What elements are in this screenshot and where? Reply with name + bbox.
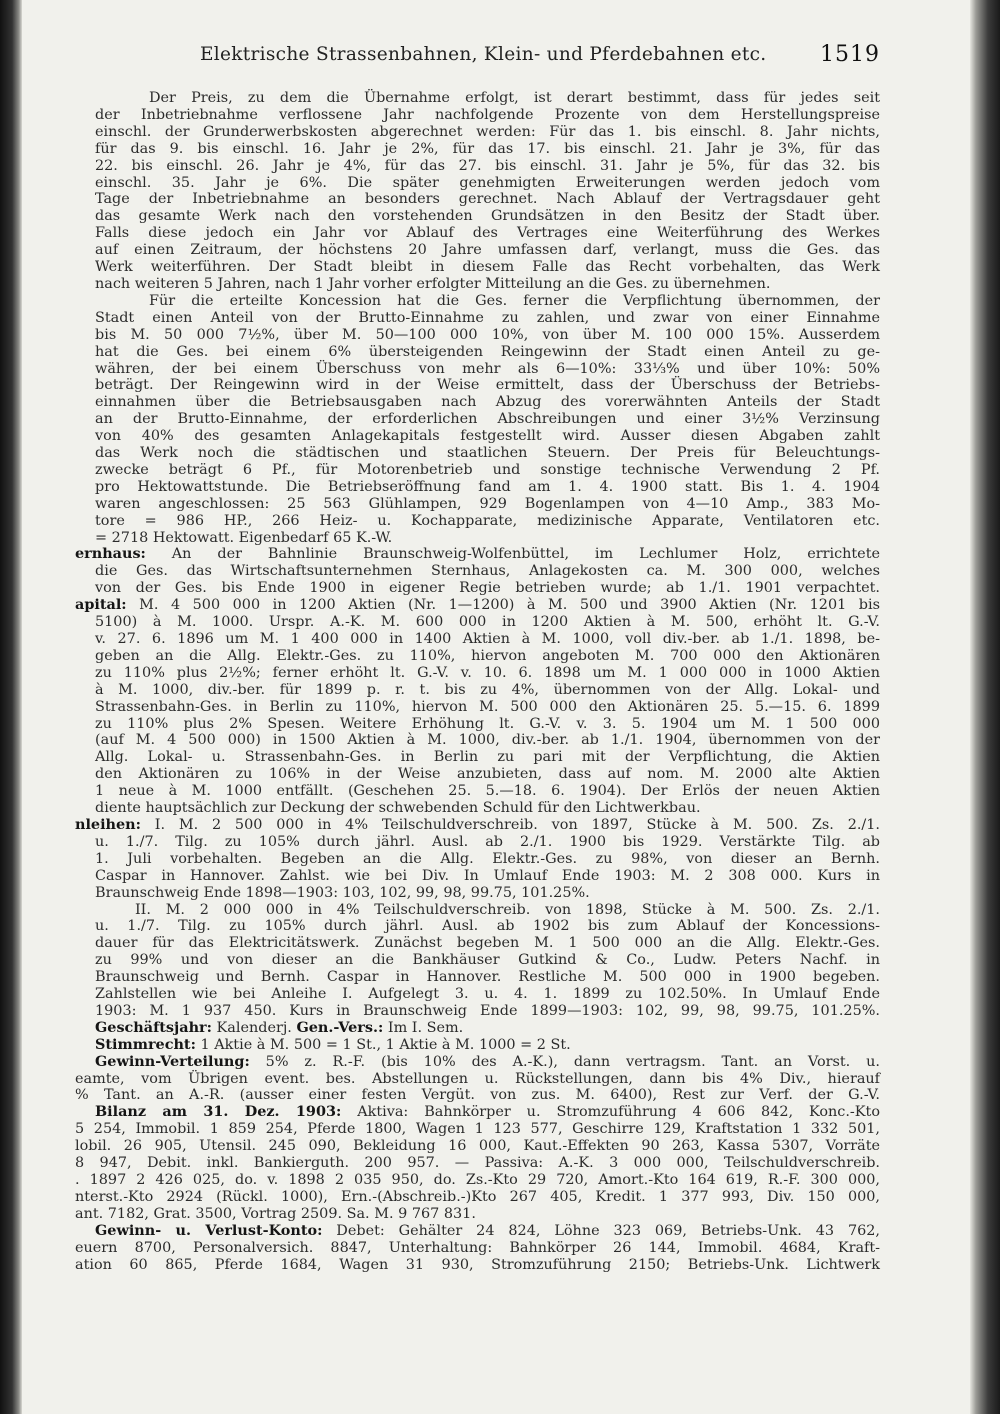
line-text: 1903: M. 1 937 450. Kurs in Braunschweig Ende 1899—1903: 102, 99, 98, 99.75, 101.25%. (95, 1002, 880, 1019)
text-line (95, 851, 880, 868)
line-text: 5 254, Immobil. 1 859 254, Pferde 1800, Wagen 1 123 577, Geschirre 129, Kraftstation 1 332 501, (75, 1121, 880, 1138)
line-text: währen, der bei einem Überschuss von mehr als 6—10%: 33⅓% und über 10%: 50% (95, 360, 880, 377)
line-text: . 1897 2 426 025, do. v. 1898 2 035 950, do. Zs.-Kto 29 720, Amort.-Kto 164 619, R.-F. 300 000, (75, 1172, 880, 1188)
text-line (95, 428, 880, 445)
line-text: Werk weiterführen. Der Stadt bleibt in diesem Falle das Recht vorbehalten, das Werk (95, 259, 880, 276)
text-line (95, 208, 880, 225)
line-text: M. 4 500 000 in 1200 Aktien (Nr. 1—1200) à M. 500 und 3900 Aktien (Nr. 1201 bis (126, 597, 880, 614)
text-line (95, 1223, 880, 1240)
line-text: ation 60 865, Pferde 1684, Wagen 31 930, Stromzuführung 2150; Betriebs-Unk. Lichtwerk (75, 1256, 880, 1273)
text-line (95, 411, 880, 428)
text-line (95, 259, 880, 276)
line-text: von 40% des gesamten Anlagekapitals festgestellt wird. Ausser diesen Abgaben zahlt (95, 428, 880, 445)
line-text: Caspar in Hannover. Zahlst. wie bei Div. In Umlauf Ende 1903: M. 2 308 000. Kurs in (95, 867, 880, 884)
text-line (149, 293, 880, 310)
line-text: die Ges. das Wirtschaftsunternehmen Sternhaus, Anlagekosten ca. M. 300 000, welches (95, 563, 880, 580)
line-text: (auf M. 4 500 000) in 1500 Aktien à M. 1000, div.-ber. ab 1./1. 1904, übernommen von der (95, 732, 880, 749)
line-text: eamte, vom Übrigen event. bes. Abstellungen u. Rückstellungen, dann bis 4% Div., hierauf (75, 1070, 880, 1087)
line-text: das gesamte Werk nach den vorstehenden Grundsätzen in den Besitz der Stadt über. (95, 208, 880, 225)
line-text: nterst.-Kto 2924 (Rückl. 1000), Ern.-(Abschreib.-)Kto 267 405, Kredit. 1 377 993, Div. 150 000, (75, 1188, 880, 1205)
text-line (75, 597, 880, 614)
line-text: zu 99% und von dieser an die Bankhäuser Gutkind & Co., Ludw. Peters Nachf. in (95, 952, 880, 969)
line-text: 8 947, Debit. inkl. Bankierguth. 200 957. — Passiva: A.-K. 3 000 000, Teilschuldverschreib. (75, 1155, 880, 1172)
text-line (95, 834, 880, 851)
running-head: Elektrische Strassenbahnen, Klein- und Pferdebahnen etc. (200, 44, 767, 65)
line-text: Stadt einen Anteil von der Brutto-Einnahme zu zahlen, und zwar von einer Einnahme (95, 309, 880, 326)
text-line (75, 1189, 880, 1206)
text-line (95, 513, 880, 530)
line-text: % Tant. an A.-R. (ausser einer festen Vergüt. von zus. M. 6400), Rest zur Verf. der G.-V. (75, 1087, 880, 1104)
page-edge-shadow-right (970, 0, 1000, 1414)
text-line (75, 546, 880, 563)
line-text: 1 Aktie à M. 500 = 1 St., 1 Aktie à M. 1000 = 2 St. (195, 1036, 571, 1053)
line-text: 5100) à M. 1000. Urspr. A.-K. M. 600 000 in 1200 Aktien à M. 500, erhöht lt. G.-V. (95, 614, 880, 631)
text-line (95, 682, 880, 699)
text-line (95, 800, 880, 817)
line-text: an der Brutto-Einnahme, der erforderlichen Abschreibungen und einer 3½% Verzinsung (95, 411, 880, 428)
section-label: Gen.-Vers.: (296, 1018, 384, 1036)
text-line (95, 496, 880, 513)
line-text: Aktiva: Bahnkörper u. Stromzuführung 4 606 842, Konc.-Kto (341, 1104, 880, 1121)
line-text: = 2718 Hektowatt. Eigenbedarf 65 K.-W. (95, 529, 393, 546)
line-text: Allg. Lokal- u. Strassenbahn-Ges. in Berlin zu pari mit der Verpflichtung, die Aktien (95, 749, 880, 766)
line-text: II. M. 2 000 000 in 4% Teilschuldverschreib. von 1898, Stücke à M. 500. Zs. 2./1. (135, 901, 880, 918)
text-line (95, 716, 880, 733)
text-line (95, 242, 880, 259)
text-line (95, 141, 880, 158)
text-line (95, 1054, 880, 1071)
page-number: 1519 (820, 42, 880, 67)
line-text: Braunschweig und Bernh. Caspar in Hannover. Restliche M. 500 000 in 1900 begeben. (95, 969, 880, 986)
text-line (75, 1240, 880, 1257)
line-text: für das 9. bis einschl. 16. Jahr je 2%, für das 17. bis einschl. 21. Jahr je 3%, für das (95, 140, 880, 157)
section-label: Gewinn-Verteilung: (95, 1052, 250, 1070)
text-line (95, 225, 880, 242)
line-text: einnahmen über die Betriebsausgaben nach Abzug des vorerwähnten Anteils der Stadt (95, 394, 880, 411)
line-text: Zahlstellen wie bei Anleihe I. Aufgelegt 3. u. 4. 1. 1899 zu 102.50%. In Umlauf Ende (95, 986, 880, 1003)
line-text: An der Bahnlinie Braunschweig-Wolfenbüttel, im Lechlumer Holz, errichtete (145, 546, 880, 563)
section-label: Geschäftsjahr: (95, 1018, 212, 1036)
line-text: einschl. 35. Jahr je 6%. Die später genehmigten Erweiterungen werden jedoch vom (95, 174, 880, 191)
text-line (95, 1104, 880, 1121)
text-line (95, 377, 880, 394)
text-line (75, 817, 880, 834)
text-line (95, 580, 880, 597)
line-text: u. 1./7. Tilg. zu 105% durch jährl. Ausl. ab 2./1. 1900 bis 1929. Verstärkte Tilg. ab (95, 833, 880, 850)
page-header (200, 44, 880, 74)
text-line (95, 107, 880, 124)
line-text: das Werk noch die städtischen und staatlichen Steuern. Der Preis für Beleuchtungs- (95, 445, 880, 462)
text-line (95, 563, 880, 580)
text-line (95, 631, 880, 648)
text-line (95, 969, 880, 986)
text-line (95, 986, 880, 1003)
line-text: von der Ges. bis Ende 1900 in eigener Regie betrieben wurde; ab 1./1. 1901 verpachtet. (95, 580, 880, 597)
text-line (95, 699, 880, 716)
line-text: euern 8700, Personalversich. 8847, Unterhaltung: Bahnkörper 26 144, Immobil. 4684, Kraft- (75, 1239, 880, 1256)
line-text: 5% z. R.-F. (bis 10% des A.-K.), dann vertragsm. Tant. an Vorst. u. (249, 1053, 880, 1070)
line-text: lobil. 26 905, Utensil. 245 090, Bekleidung 16 000, Kaut.-Effekten 90 263, Kassa 5307, Vorräte (75, 1138, 880, 1155)
line-text: bis M. 50 000 7½%, über M. 50—100 000 10%, von über M. 100 000 15%. Ausserdem (95, 326, 880, 343)
text-line (95, 918, 880, 935)
line-text: Falls diese jedoch ein Jahr vor Ablauf des Vertrages eine Weiterführung des Werkes (95, 225, 880, 242)
text-line (95, 327, 880, 344)
line-text: Kalenderj. (211, 1019, 297, 1036)
line-text: Strassenbahn-Ges. in Berlin zu 110%, hiervon M. 500 000 den Aktionären 25. 5.—15. 6. 1899 (95, 698, 880, 715)
text-line (95, 276, 880, 293)
text-line (95, 648, 880, 665)
text-line (95, 614, 880, 631)
text-line (95, 935, 880, 952)
line-text: diente hauptsächlich zur Deckung der schwebenden Schuld für den Lichtwerkbau. (95, 800, 701, 817)
line-text: auf einen Zeitraum, der höchstens 20 Jahre umfassen darf, verlangt, muss die Ges. das (95, 242, 880, 259)
line-text: pro Hektowattstunde. Die Betriebseröffnung fand am 1. 4. 1900 statt. Bis 1. 4. 1904 (95, 478, 880, 495)
line-text: beträgt. Der Reingewinn wird in der Weise ermittelt, dass der Überschuss der Betriebs- (95, 377, 880, 394)
section-label: nleihen: (75, 815, 141, 833)
text-line (95, 361, 880, 378)
line-text: 22. bis einschl. 26. Jahr je 4%, für das 27. bis einschl. 31. Jahr je 5%, für das 32. bis (95, 157, 880, 174)
text-line (95, 1037, 880, 1054)
page-binding-shadow-left (0, 0, 22, 1414)
text-line (95, 885, 880, 902)
text-line (95, 665, 880, 682)
line-text: tore = 986 HP., 266 Heiz- u. Kochapparate, medizinische Apparate, Ventilatoren etc. (95, 512, 880, 529)
line-text: Braunschweig Ende 1898—1903: 103, 102, 99, 98, 99.75, 101.25%. (95, 884, 590, 901)
text-line (95, 1020, 880, 1037)
text-line (95, 952, 880, 969)
text-line (95, 479, 880, 496)
line-text: 1 neue à M. 1000 entfällt. (Geschehen 25. 5.—18. 6. 1904). Der Erlös der neuen Aktien (95, 783, 880, 800)
text-line (75, 1206, 880, 1223)
section-label: Stimmrecht: (95, 1035, 196, 1053)
section-label: Gewinn- u. Verlust-Konto: (95, 1221, 323, 1239)
text-line (95, 175, 880, 192)
line-text: dauer für das Elektricitätswerk. Zunächst begeben M. 1 500 000 an die Allg. Elektr.-Ges. (95, 935, 880, 952)
section-label: apital: (75, 596, 127, 614)
text-line (75, 1257, 880, 1274)
text-line (95, 462, 880, 479)
line-text: ant. 7182, Grat. 3500, Vortrag 2509. Sa. M. 9 767 831. (75, 1205, 476, 1222)
line-text: hat die Ges. bei einem 6% übersteigenden Reingewinn der Stadt einen Anteil zu ge- (95, 343, 880, 360)
line-text: den Aktionären zu 106% in der Weise anzubieten, dass auf nom. M. 2000 alte Aktien (95, 766, 880, 783)
text-line (95, 766, 880, 783)
line-text: waren angeschlossen: 25 563 Glühlampen, 929 Bogenlampen von 4—10 Amp., 383 Mo- (95, 495, 880, 512)
line-text: zu 110% plus 2% Spesen. Weitere Erhöhung lt. G.-V. v. 3. 5. 1904 um M. 1 500 000 (95, 715, 880, 732)
text-line (149, 90, 880, 107)
line-text: zu 110% plus 2½%; ferner erhöht lt. G.-V. v. 10. 6. 1898 um M. 1 000 000 in 1000 Aktien (95, 664, 880, 681)
text-line (95, 445, 880, 462)
text-line (75, 1155, 880, 1172)
line-text: der Inbetriebnahme verflossene Jahr nachfolgende Prozente von dem Herstellungspreise (95, 106, 880, 123)
line-text: v. 27. 6. 1896 um M. 1 400 000 in 1400 Aktien à M. 1000, voll div.-ber. ab 1./1. 1898, be- (95, 631, 880, 647)
section-label: Bilanz am 31. Dez. 1903: (95, 1103, 342, 1121)
line-text: zwecke beträgt 6 Pf., für Motorenbetrieb und sonstige technische Verwendung 2 Pf. (95, 461, 880, 478)
text-line (75, 1172, 880, 1189)
text-line (95, 1003, 880, 1020)
line-text: I. M. 2 500 000 in 4% Teilschuldverschreib. von 1897, Stücke à M. 500. Zs. 2./1. (140, 816, 880, 833)
text-line (95, 310, 880, 327)
line-text: Debet: Gehälter 24 824, Löhne 323 069, Betriebs-Unk. 43 762, (322, 1222, 881, 1239)
text-line (95, 732, 880, 749)
text-line (95, 158, 880, 175)
text-line (95, 394, 880, 411)
text-line (95, 344, 880, 361)
body-text (75, 90, 881, 1273)
line-text: Im I. Sem. (383, 1019, 464, 1036)
line-text: Tage der Inbetriebnahme an besonders gerechnet. Nach Ablauf der Vertragsdauer geht (95, 191, 880, 208)
text-line (95, 868, 880, 885)
text-line (95, 749, 880, 766)
line-text: nach weiteren 5 Jahren, nach 1 Jahr vorher erfolgter Mitteilung an die Ges. zu übernehmen. (95, 275, 771, 292)
text-line (135, 902, 880, 919)
text-line (75, 1071, 880, 1088)
line-text: geben an die Allg. Elektr.-Ges. zu 110%, hiervon angeboten M. 700 000 den Aktionären (95, 647, 880, 664)
line-text: Der Preis, zu dem die Übernahme erfolgt, ist derart bestimmt, dass für jedes seit (149, 90, 880, 106)
line-text: 1. Juli vorbehalten. Begeben an die Allg. Elektr.-Ges. zu 98%, von dieser an Bernh. (95, 850, 880, 867)
text-line (75, 1087, 880, 1104)
line-text: à M. 1000, div.-ber. für 1899 p. r. t. bis zu 4%, übernommen von der Allg. Lokal- und (95, 681, 880, 698)
section-label: ernhaus: (75, 545, 146, 563)
text-line (95, 783, 880, 800)
text-line (75, 1121, 880, 1138)
text-line (95, 124, 880, 141)
line-text: u. 1./7. Tilg. zu 105% durch jährl. Ausl. ab 1902 bis zum Ablauf der Koncessions- (95, 918, 880, 935)
text-line (75, 1138, 880, 1155)
text-line (95, 530, 880, 547)
line-text: Für die erteilte Koncession hat die Ges. ferner die Verpflichtung übernommen, der (149, 292, 880, 309)
text-line (95, 191, 880, 208)
line-text: einschl. der Grunderwerbskosten abgerechnet werden: Für das 1. bis einschl. 8. Jahr nichts, (95, 123, 880, 140)
